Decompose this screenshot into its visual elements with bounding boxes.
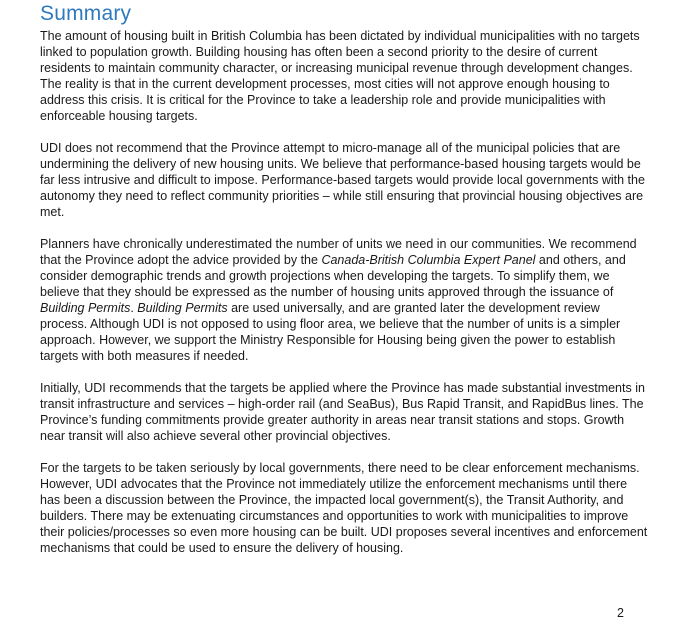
body-text [40, 28, 650, 556]
text-run: . [130, 301, 138, 315]
page-title: Summary [40, 2, 132, 25]
text-run: and others, and consider demographic trends and growth projections when developing the targets. To simplify them, we believe that they should be expressed as the number of housing units approved through the issuance of [40, 253, 626, 299]
paragraph [40, 380, 650, 444]
text-run: are used universally, and are granted later the development review process. Although UDI is not opposed to using floor area, we believe that the number of units is a simpler approach. However, we support the Ministry Responsible for Housing being given the power to establish targets with both measures if needed. [40, 301, 621, 363]
italic-text-run: Building Permits [137, 301, 228, 315]
text-run: For the targets to be taken seriously by local governments, there need to be clear enforcement mechanisms. However, UDI advocates that the Province not immediately utilize the enforcement mechanisms until there has been a discussion between the Province, the impacted local government(s), the Transit Authority, and builders. There may be extenuating circumstances and opportunities to work with municipalities to improve their policies/processes so even more housing can be built. UDI proposes several incentives and enforcement mechanisms that could be used to ensure the delivery of housing. [40, 461, 648, 555]
text-run: Initially, UDI recommends that the targets be applied where the Province has made substantial investments in transit infrastructure and services – high-order rail (and SeaBus), Bus Rapid Transit, and RapidBus lines. The Province’s funding commitments provide greater authority in areas near transit stations and stops. Growth near transit will also achieve several other provincial objectives. [40, 381, 645, 443]
paragraph [40, 28, 650, 124]
text-run: UDI does not recommend that the Province attempt to micro-manage all of the municipal policies that are undermining the delivery of new housing units. We believe that performance-based housing targets would be far less intrusive and difficult to impose. Performance-based targets would provide local governments with the autonomy they need to reflect community priorities – while still ensuring that provincial housing objectives are met. [40, 141, 645, 219]
paragraph [40, 460, 650, 556]
paragraph [40, 236, 650, 364]
text-run: The amount of housing built in British Columbia has been dictated by individual municipalities with no targets linked to population growth. Building housing has often been a second priority to the desire of current residents to maintain community character, or increasing municipal revenue through development changes. The reality is that in the current development processes, most cities will not approve enough housing to address this crisis. It is critical for the Province to take a leadership role and provide municipalities with enforceable housing targets. [40, 29, 640, 123]
text-run: Planners have chronically underestimated the number of units we need in our communities. We recommend that the Province adopt the advice provided by the [40, 237, 637, 267]
page-number: 2 [617, 606, 624, 620]
italic-text-run: Building Permits [40, 301, 131, 315]
italic-text-run: Canada-British Columbia Expert Panel [321, 253, 536, 267]
paragraph [40, 140, 650, 220]
